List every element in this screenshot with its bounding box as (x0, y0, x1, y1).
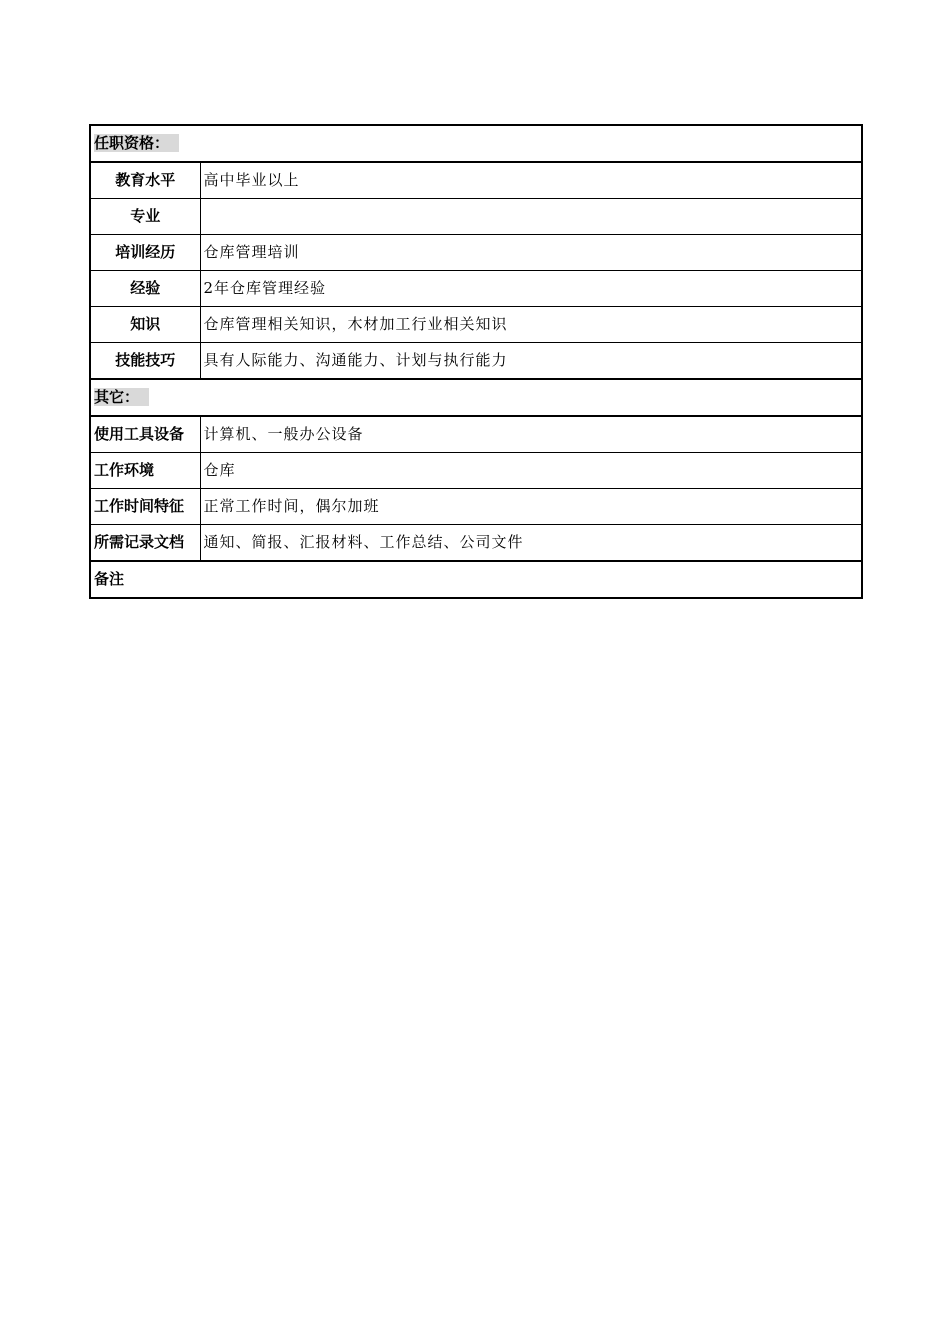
table-row (90, 525, 862, 562)
major-value (200, 199, 862, 235)
table-row (90, 453, 862, 489)
table-row (90, 162, 862, 199)
documents-value: 通知、简报、汇报材料、工作总结、公司文件 (200, 525, 862, 562)
remarks-section (90, 561, 862, 598)
experience-label: 经验 (90, 271, 200, 307)
other-title: 其它： (94, 388, 149, 406)
tools-value: 计算机、一般办公设备 (200, 416, 862, 453)
training-label: 培训经历 (90, 235, 200, 271)
table-row (90, 271, 862, 307)
tools-label: 使用工具设备 (90, 416, 200, 453)
work-hours-label: 工作时间特征 (90, 489, 200, 525)
table-row (90, 343, 862, 380)
skills-value: 具有人际能力、沟通能力、计划与执行能力 (200, 343, 862, 380)
work-hours-value: 正常工作时间，偶尔加班 (200, 489, 862, 525)
knowledge-label: 知识 (90, 307, 200, 343)
table-row (90, 235, 862, 271)
qualifications-section-header (90, 125, 862, 162)
training-value: 仓库管理培训 (200, 235, 862, 271)
remarks-title: 备注 (90, 561, 862, 598)
knowledge-value: 仓库管理相关知识，木材加工行业相关知识 (200, 307, 862, 343)
experience-value: 2年仓库管理经验 (200, 271, 862, 307)
education-label: 教育水平 (90, 162, 200, 199)
table-row (90, 416, 862, 453)
documents-label: 所需记录文档 (90, 525, 200, 562)
table-row (90, 199, 862, 235)
environment-label: 工作环境 (90, 453, 200, 489)
qualifications-title: 任职资格： (94, 134, 179, 152)
skills-label: 技能技巧 (90, 343, 200, 380)
table-row (90, 307, 862, 343)
environment-value: 仓库 (200, 453, 862, 489)
education-value: 高中毕业以上 (200, 162, 862, 199)
job-requirements-table (89, 124, 863, 599)
other-section-header (90, 379, 862, 416)
major-label: 专业 (90, 199, 200, 235)
table-row (90, 489, 862, 525)
